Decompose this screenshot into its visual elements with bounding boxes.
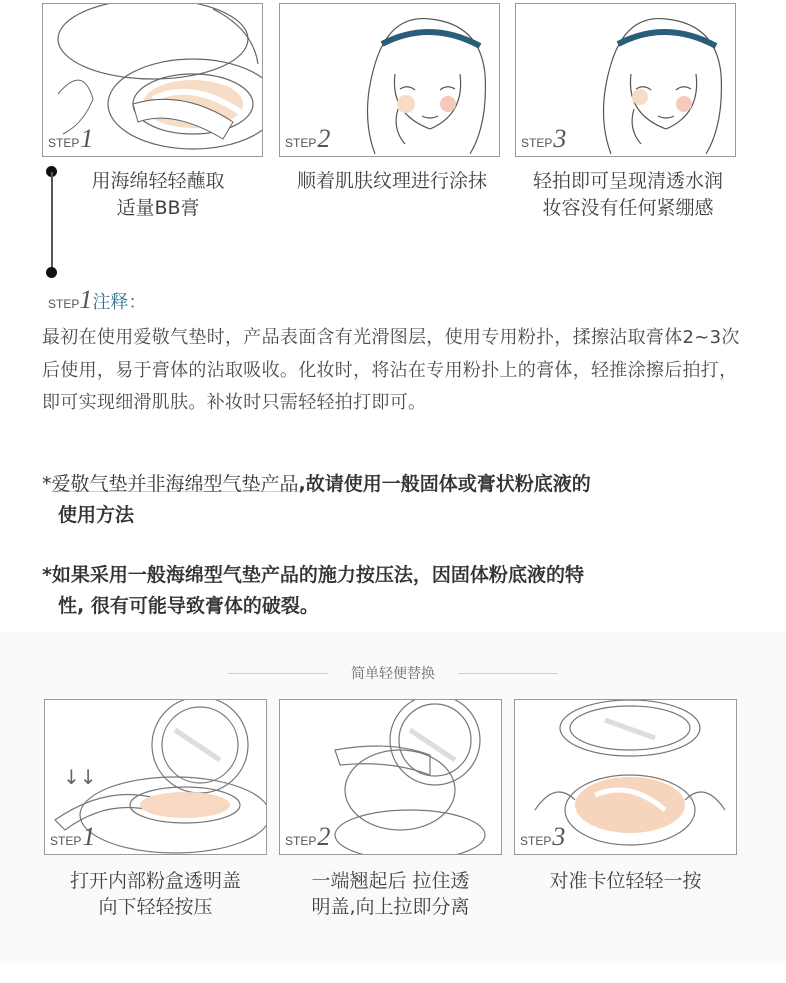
warning-1-highlight: 爱敬气垫并非海绵型气垫产品 xyxy=(51,473,299,495)
step3-illustration-panel xyxy=(515,3,736,157)
step-label: STEP3 xyxy=(520,822,566,851)
replace-step3-panel xyxy=(514,699,737,855)
step2-caption: 顺着肌肤纹理进行涂抹 xyxy=(296,170,487,192)
note-heading: STEP1注释： xyxy=(48,285,147,314)
down-arrows-icon: ↓↓ xyxy=(63,765,97,789)
step1-illustration-panel xyxy=(42,3,263,157)
step-label: STEP2 xyxy=(285,822,331,851)
step-label: STEP1 xyxy=(48,124,94,153)
note-body-text: 最初在使用爱敬气垫时，产品表面含有光滑图层，使用专用粉扑，揉擦沾取膏体2~3次后使用，易于膏体的沾取吸收。化妆时，将沾在专用粉扑上的膏体，轻推涂擦后拍打，即可实现细滑肌肤。补妆时只需轻轻拍打即可。 xyxy=(42,327,740,413)
step-label: STEP1 xyxy=(50,822,96,851)
step3-caption: 轻拍即可呈现清透水润 妆容没有任何紧绷感 xyxy=(532,170,723,219)
step-label: STEP2 xyxy=(285,124,331,153)
timeline-line xyxy=(51,172,53,272)
step1-caption: 用海绵轻轻蘸取 适量BB膏 xyxy=(91,170,225,219)
timeline-dot-bottom xyxy=(46,267,57,278)
replace-step2-caption: 一端翘起后 拉住透 明盖,向上拉即分离 xyxy=(311,870,470,918)
replace-step1-caption: 打开内部粉盒透明盖 向下轻轻按压 xyxy=(69,870,241,918)
replace-step3-caption: 对准卡位轻轻一按 xyxy=(549,870,702,892)
replace-section-title: 简单轻便替换 xyxy=(351,666,435,682)
warning-2: *如果采用一般海绵型气垫产品的施力按压法，因固体粉底液的特 性, 很有可能导致膏体的破裂。 xyxy=(42,564,584,617)
step-label: STEP3 xyxy=(521,124,567,153)
replace-step1-panel xyxy=(44,699,267,855)
step2-illustration-panel xyxy=(279,3,500,157)
replace-step2-panel xyxy=(279,699,502,855)
warning-1: *爱敬气垫并非海绵型气垫产品,故请使用一般固体或膏状粉底液的 使用方法 xyxy=(42,473,591,526)
